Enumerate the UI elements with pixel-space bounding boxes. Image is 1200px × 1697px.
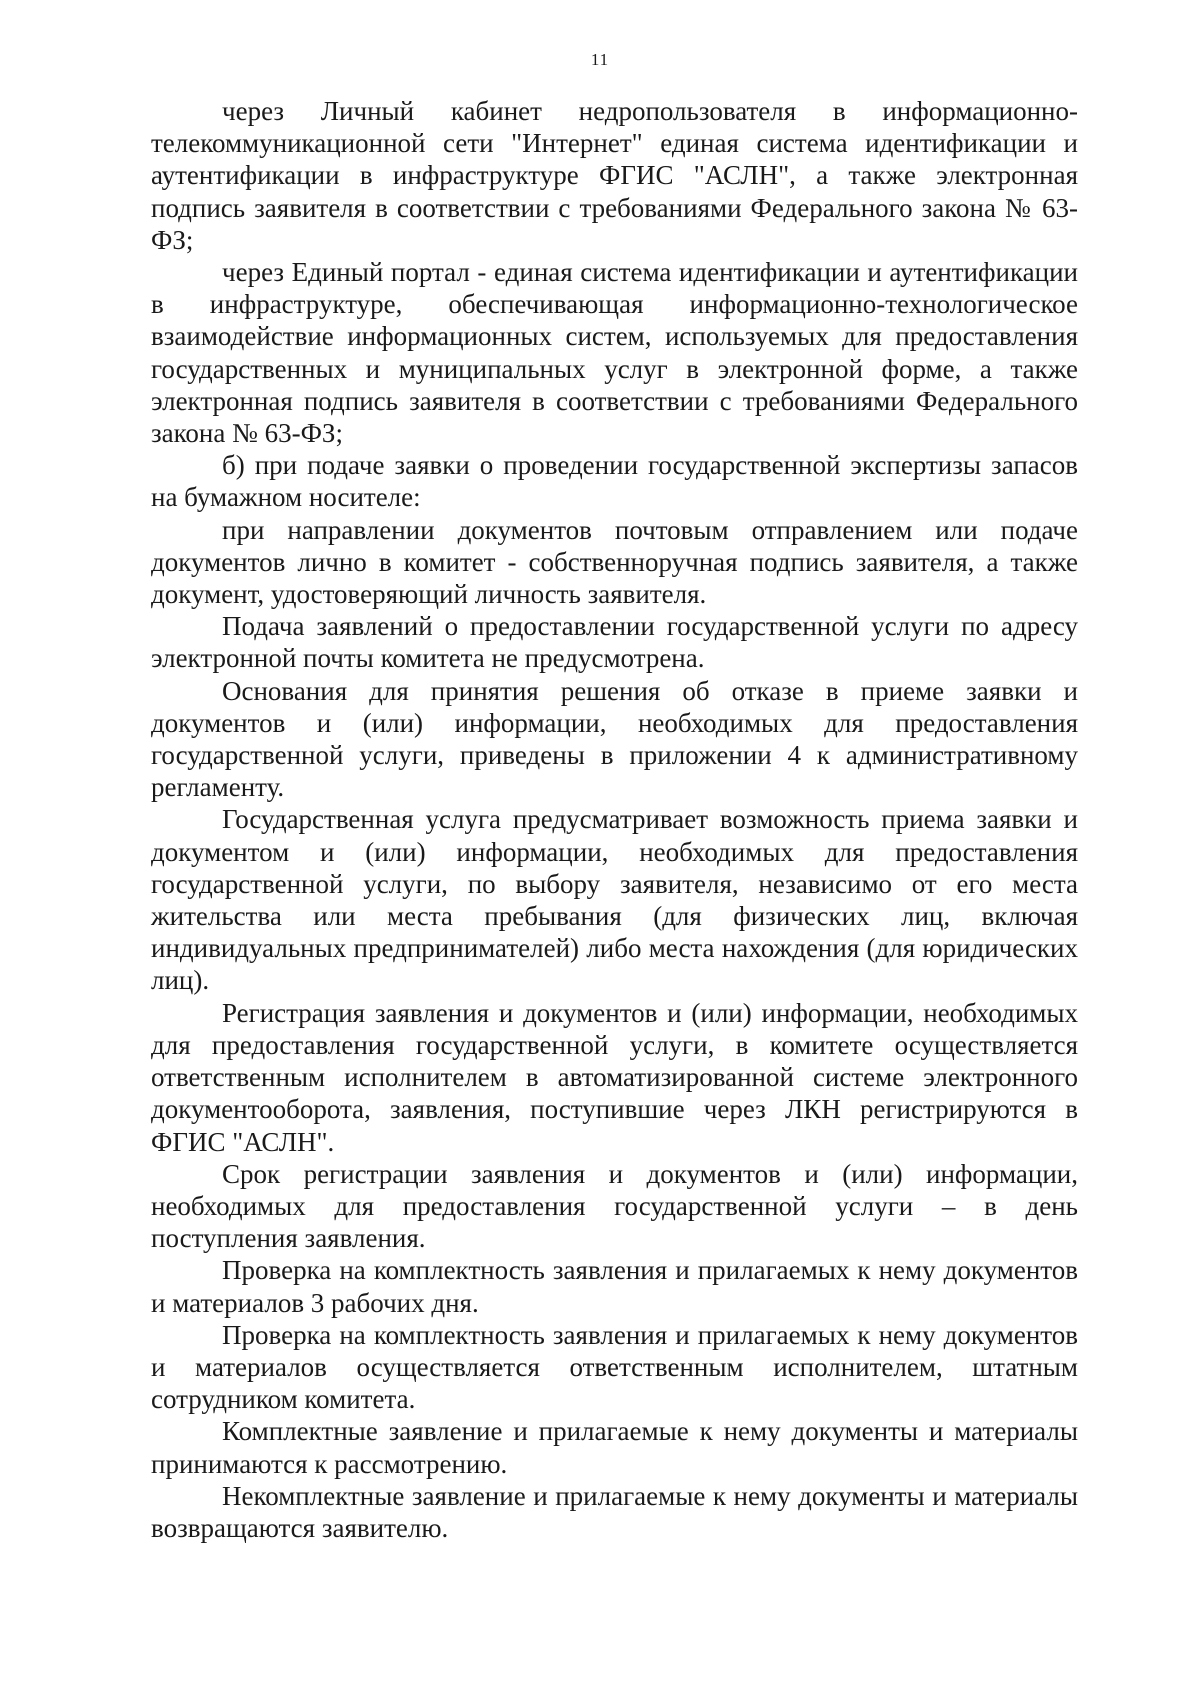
paragraph-email-not-provided: Подача заявлений о предоставлении государственной услуги по адресу электронной почты комитета не предусмотрена. <box>151 611 1078 674</box>
paragraph-personal-cabinet: через Личный кабинет недропользователя в информационно-телекоммуникационной сети "Интернет" единая система идентификации и аутентификации в инфраструктуре ФГИС "АСЛН", а также электронная подпись заявителя в соответствии с требованиями Федерального закона № 63-ФЗ; <box>151 96 1078 255</box>
paragraph-completeness-term: Проверка на комплектность заявления и прилагаемых к нему документов и материалов 3 рабочих дня. <box>151 1255 1078 1318</box>
paragraph-incomplete-returned: Некомплектные заявление и прилагаемые к нему документы и материалы возвращаются заявителю. <box>151 1480 1078 1543</box>
paragraph-completeness-executor: Проверка на комплектность заявления и прилагаемых к нему документов и материалов осуществляется ответственным исполнителем, штатным сотрудником комитета. <box>151 1319 1078 1415</box>
document-body <box>151 95 1078 1544</box>
paragraph-postal-submission: при направлении документов почтовым отправлением или подаче документов лично в комитет - собственноручная подпись заявителя, а также документ, удостоверяющий личность заявителя. <box>151 514 1078 610</box>
paragraph-complete-accepted: Комплектные заявление и прилагаемые к нему документы и материалы принимаются к рассмотрению. <box>151 1416 1078 1479</box>
paragraph-registration: Регистрация заявления и документов и (или) информации, необходимых для предоставления государственной услуги, в комитете осуществляется ответственным исполнителем в автоматизированной системе электронного документооборота, заявления, поступившие через ЛКН регистрируются в ФГИС "АСЛН". <box>151 997 1078 1157</box>
paragraph-unified-portal: через Единый портал - единая система идентификации и аутентификации в инфраструктуре, обеспечивающая информационно-технологическое взаимодействие информационных систем, используемых для предоставления государственных и муниципальных услуг в электронной форме, а также электронная подпись заявителя в соответствии с требованиями Федерального закона № 63-ФЗ; <box>151 257 1078 449</box>
page-number: 11 <box>590 50 610 69</box>
paragraph-registration-term: Срок регистрации заявления и документов и (или) информации, необходимых для предоставления государственной услуги – в день поступления заявления. <box>151 1158 1078 1254</box>
paragraph-extraterritorial: Государственная услуга предусматривает возможность приема заявки и документом и (или) информации, необходимых для предоставления государственной услуги, по выбору заявителя, независимо от его места жительства или места пребывания (для физических лиц, включая индивидуальных предпринимателей) либо места нахождения (для юридических лиц). <box>151 804 1078 996</box>
paragraph-paper-application: б) при подаче заявки о проведении государственной экспертизы запасов на бумажном носителе: <box>151 450 1078 513</box>
paragraph-refusal-grounds: Основания для принятия решения об отказе в приеме заявки и документов и (или) информации, необходимых для предоставления государственной услуги, приведены в приложении 4 к административному регламенту. <box>151 675 1078 803</box>
